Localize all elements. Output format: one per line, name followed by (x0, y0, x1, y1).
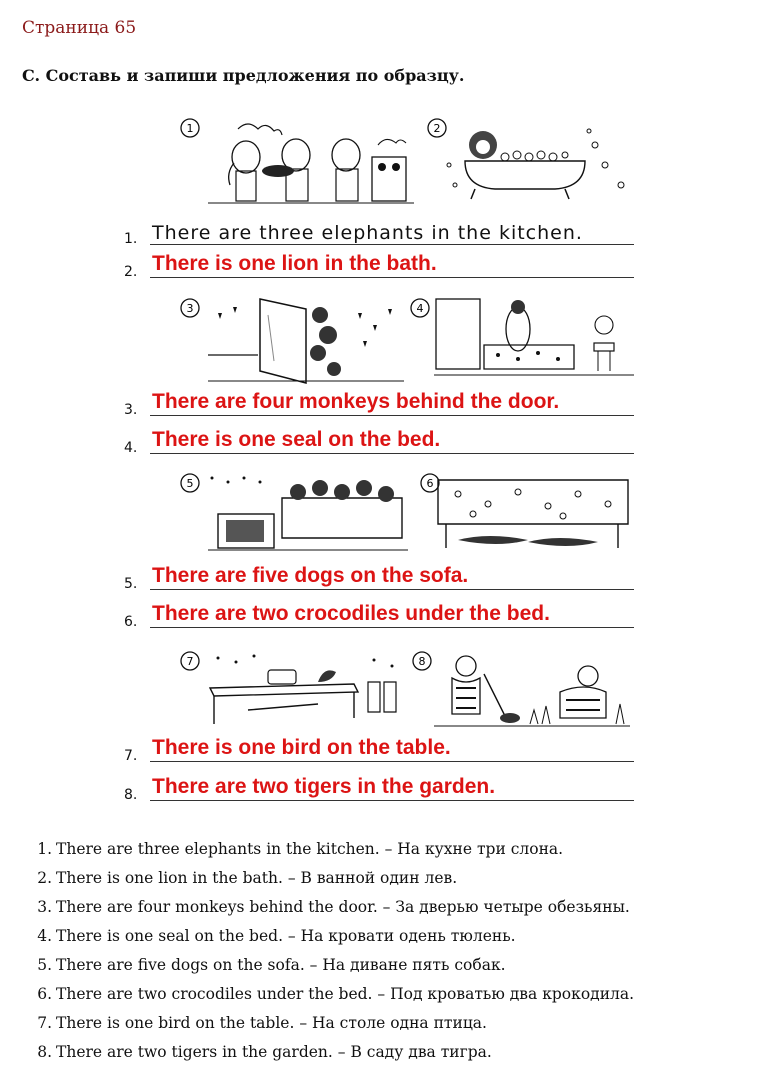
translation-item (34, 922, 634, 951)
translation-text: There is one lion in the bath. – В ванной один лев. (56, 869, 458, 887)
picture-number: 6 (426, 477, 434, 490)
answer-text: There is one bird on the table. (152, 736, 451, 759)
writing-rule (150, 800, 634, 801)
picture-number: 4 (416, 302, 424, 315)
answer-line[interactable] (124, 386, 634, 420)
picture-5 (178, 470, 414, 554)
answer-line[interactable] (124, 771, 634, 805)
answer-text: There are two crocodiles under the bed. (152, 602, 550, 625)
translation-list (34, 835, 634, 1067)
writing-rule (150, 761, 634, 762)
translation-number: 4. (37, 927, 52, 945)
answer-line[interactable] (124, 560, 634, 594)
crocodiles-under-bed-icon (418, 470, 636, 554)
translation-item (34, 835, 634, 864)
writing-rule (150, 415, 634, 416)
writing-rule (150, 453, 634, 454)
translation-number: 6. (37, 985, 52, 1003)
picture-number: 3 (186, 302, 194, 315)
elephants-in-kitchen-icon (178, 115, 418, 207)
answer-number: 2. (124, 264, 138, 280)
answer-line[interactable] (124, 598, 634, 632)
picture-8 (410, 648, 632, 730)
task-heading: C. Составь и запиши предложения по образцу. (22, 66, 465, 85)
translation-text: There are two crocodiles under the bed. – Под кроватью два крокодила. (56, 985, 635, 1003)
answer-text: There is one seal on the bed. (152, 428, 441, 451)
answer-line[interactable] (124, 248, 634, 282)
translation-text: There is one bird on the table. – На столе одна птица. (56, 1014, 487, 1032)
picture-2 (425, 115, 635, 207)
picture-6 (418, 470, 636, 554)
answer-text: There is one lion in the bath. (152, 252, 437, 275)
answer-number: 6. (124, 614, 138, 630)
writing-rule (150, 277, 634, 278)
translation-number: 7. (37, 1014, 52, 1032)
picture-number: 2 (433, 122, 441, 135)
translation-item (34, 951, 634, 980)
translation-number: 5. (37, 956, 52, 974)
writing-rule (150, 627, 634, 628)
picture-7 (178, 648, 408, 730)
picture-number: 7 (186, 655, 194, 668)
lion-in-bath-icon (425, 115, 635, 207)
seal-on-bed-icon (408, 295, 638, 387)
translation-item (34, 893, 634, 922)
writing-rule (150, 244, 634, 245)
bird-on-table-icon (178, 648, 408, 730)
answer-line[interactable] (124, 215, 634, 249)
translation-number: 8. (37, 1043, 52, 1061)
translation-number: 2. (37, 869, 52, 887)
answer-number: 8. (124, 787, 138, 803)
answer-line[interactable] (124, 424, 634, 458)
translation-text: There is one seal on the bed. – На кровати одень тюлень. (56, 927, 516, 945)
dogs-on-sofa-icon (178, 470, 414, 554)
translation-text: There are two tigers in the garden. – В саду два тигра. (56, 1043, 492, 1061)
translation-text: There are five dogs on the sofa. – На диване пять собак. (56, 956, 506, 974)
answer-number: 4. (124, 440, 138, 456)
translation-item (34, 864, 634, 893)
picture-3 (178, 295, 408, 387)
tigers-in-garden-icon (410, 648, 632, 730)
writing-rule (150, 589, 634, 590)
answer-number: 1. (124, 231, 138, 247)
answer-number: 5. (124, 576, 138, 592)
page-title: Страница 65 (22, 18, 137, 38)
translation-text: There are four monkeys behind the door. – За дверью четыре обезьяны. (56, 898, 630, 916)
answer-text: There are two tigers in the garden. (152, 775, 496, 798)
answer-line[interactable] (124, 732, 634, 766)
picture-number: 1 (186, 122, 194, 135)
translation-item (34, 1009, 634, 1038)
translation-item (34, 1038, 634, 1067)
answer-text: There are three elephants in the kitchen. (152, 222, 583, 244)
picture-1 (178, 115, 418, 207)
answer-number: 3. (124, 402, 138, 418)
answer-text: There are four monkeys behind the door. (152, 390, 560, 413)
translation-text: There are three elephants in the kitchen. – На кухне три слона. (56, 840, 564, 858)
translation-item (34, 980, 634, 1009)
translation-number: 3. (37, 898, 52, 916)
monkeys-behind-door-icon (178, 295, 408, 387)
picture-number: 8 (418, 655, 426, 668)
translation-number: 1. (37, 840, 52, 858)
answer-text: There are five dogs on the sofa. (152, 564, 469, 587)
picture-4 (408, 295, 638, 387)
picture-number: 5 (186, 477, 194, 490)
answer-number: 7. (124, 748, 138, 764)
